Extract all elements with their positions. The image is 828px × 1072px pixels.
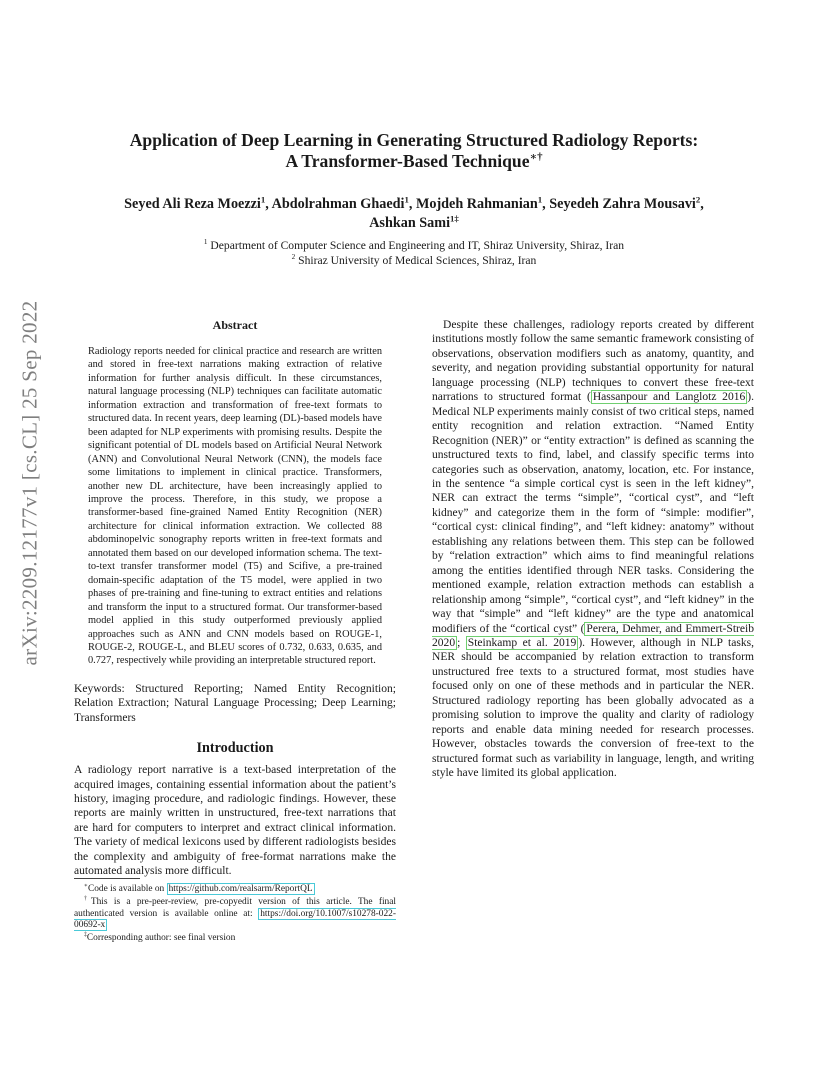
- author-affiliation-mark: 2: [695, 194, 701, 205]
- arxiv-sidebar: [18, 290, 42, 675]
- intro-paragraph-1: A radiology report narrative is a text-based interpretation of the acquired images, containing essential information about the patient’s history, imaging procedure, and radiologic findings. However, these reports are mainly written in unstructured, free-text narrations that are hard for computers to interpret and extract clinical information. The variety of medical lexicons used by different radiologists besides the complexity and ambiguity of free-format narrations make the automated analysis more difficult.: [74, 764, 396, 878]
- affiliation-mark: 1: [203, 238, 208, 247]
- abstract-text: Radiology reports needed for clinical practice and research are written and stored in free-text narrations making extraction of relative information for further analysis difficult. In these circumstances, natural language processing (NLP) techniques can facilitate automatic information extraction and transformation of free-text formats to structured data. In recent years, deep learning (DL)-based models have been adapted for NLP experiments with promising results. Despite the significant potential of DL models based on Artificial Neural Network (ANN) and Convolutional Neural Network (CNN), the models face some limitations to implement in clinical practice. Transformers, another new DL architecture, have been increasingly applied to improve the process. Therefore, in this study, we propose a transformer-based fine-grained Named Entity Recognition (NER) architecture for clinical information extraction. We collected 88 abdominopelvic sonography reports written in free-text formats and annotated them based on our developed information schema. The text-to-text transfer transformer model (T5) and Scifive, a pre-trained domain-specific adaptation of the T5 model, were applied in two phases of pre-training and fine-tuning to extract entities and relations and transform the input to a structured format. Our transformer-based model applied in this study outperformed previously applied approaches such as ANN and CNN models based on ROUGE-1, ROUGE-2, ROUGE-L, and BLEU scores of 0.732, 0.633, 0.635, and 0.727, respectively while providing an interpretable structured report.: [88, 346, 382, 667]
- footnote-text: Code is available on: [87, 884, 167, 894]
- author-separator: ,: [542, 196, 550, 212]
- left-column: [74, 318, 396, 879]
- paper-title: [74, 130, 754, 172]
- author-separator: ,: [265, 196, 272, 212]
- footnote-text: This is a pre-peer-review, pre-copyedit version of this article. The final authenticated version is available online at:: [74, 896, 397, 919]
- author-separator: ,: [408, 196, 416, 212]
- footnote-mark: ∗: [84, 882, 88, 889]
- author-name: Seyedeh Zahra Mousavi: [549, 196, 696, 212]
- author-list: [74, 195, 754, 233]
- citation-hassanpour-2016[interactable]: Hassanpour and Langlotz 2016: [592, 391, 746, 404]
- footnote: [74, 884, 396, 896]
- affiliation-line: [74, 238, 754, 253]
- footnote: [74, 933, 396, 945]
- keywords: Keywords: Structured Reporting; Named Entity Recognition; Relation Extraction; Natural Language Processing; Deep Learning; Transformers: [74, 682, 396, 724]
- footnote-mark: †: [84, 895, 91, 902]
- affiliation-text: Shiraz University of Medical Sciences, Shiraz, Iran: [295, 254, 537, 267]
- author-affiliation-mark: 1: [404, 194, 409, 205]
- footnote-link[interactable]: https://doi.org/10.1007/s10278-022-00692-x: [74, 908, 396, 931]
- author-separator: ,: [700, 196, 704, 212]
- title-line-1: Application of Deep Learning in Generating Structured Radiology Reports:: [129, 130, 699, 150]
- citation-steinkamp-2019[interactable]: Steinkamp et al. 2019: [467, 636, 577, 649]
- affiliation-mark: 2: [291, 253, 296, 262]
- intro-p2-part-c: ). However, although in NLP tasks, NER should be accompanied by relation extraction to transform unstructured free texts to a structured format, most studies have focused only on one of these methods and in particular the NER. Structured radiology reporting has been globally advocated as a promising solution to improve the quality and clarity of radiology reports and enable data mining needed for research processes. However, obstacles towards the conversion of free-text to the structured format such as variability in language, length, and writing style have limited its global application.: [432, 636, 754, 780]
- author-name: Abdolrahman Ghaedi: [271, 196, 405, 212]
- footnote-rule: [74, 878, 140, 879]
- intro-paragraph-2: [432, 318, 754, 781]
- footnotes: [74, 878, 396, 946]
- author-affiliation-mark: 1: [260, 194, 266, 205]
- author-affiliation-mark: 1‡: [450, 213, 459, 224]
- title-footnote-marks: ∗†: [529, 151, 543, 164]
- author-name: Seyed Ali Reza Moezzi: [124, 196, 261, 212]
- footnote: [74, 897, 396, 932]
- author-affiliation-mark: 1: [537, 194, 543, 205]
- introduction-heading: Introduction: [196, 740, 274, 757]
- title-line-2: A Transformer-Based Technique: [285, 151, 530, 171]
- intro-p2-part-b: ). Medical NLP experiments mainly consist of two critical steps, named entity recognition and relation extraction. “Named Entity Recognition (NER)” or “entity extraction” is defined as scanning the unstructured texts to find, label, and classify specific terms into categories such as observation, anatomy, location, etc. For instance, in the sentence “a simple cortical cyst is seen in the left kidney”, NER can extract the terms “simple”, “cortical cyst”, and “left kidney” and categorize them in the form of “simple: modifier”, “cortical cyst: clinical finding”, and “left kidney: anatomy” without establishing any relations between them. This step can be followed by “relation extraction” which aims to find meaningful relations among the entities identified through NER tasks. Considering the mentioned example, relation extraction methods can establish a relationship among “simple”, “cortical cyst”, and “left kidney” in the way that “simple” and “left kidney” are the type and anatomical modifiers of the “cortical cyst” (: [432, 391, 755, 635]
- author-name: Ashkan Sami: [369, 215, 451, 231]
- footnote-mark: ‡: [84, 932, 87, 939]
- intro-p2-part-a: Despite these challenges, radiology reports created by different institutions mostly follow the same semantic framework consisting of observations, observation modifiers such as anatomy, quantity, and severity, and negation providing substantial opportunity for natural language processing (NLP) techniques to convert these free-text narrations to structured format (: [432, 319, 754, 404]
- arxiv-identifier: arXiv:2209.12177v1 [cs.CL] 25 Sep 2022: [17, 300, 42, 665]
- footnote-list: [74, 884, 396, 945]
- abstract-heading: Abstract: [212, 318, 258, 332]
- citation-perera-2020[interactable]: Perera, Dehmer, and Emmert-Streib 2020: [432, 622, 754, 649]
- affiliation-text: Department of Computer Science and Engineering and IT, Shiraz University, Shiraz, Iran: [207, 239, 625, 252]
- footnote-link[interactable]: https://github.com/realsarm/ReportQL: [168, 884, 313, 894]
- affiliations: [74, 238, 754, 268]
- footnote-text: Corresponding author: see final version: [86, 933, 236, 944]
- author-name: Mojdeh Rahmanian: [415, 196, 538, 212]
- right-column: [432, 318, 754, 781]
- citation-separator: ;: [457, 636, 466, 649]
- affiliation-line: [74, 253, 754, 268]
